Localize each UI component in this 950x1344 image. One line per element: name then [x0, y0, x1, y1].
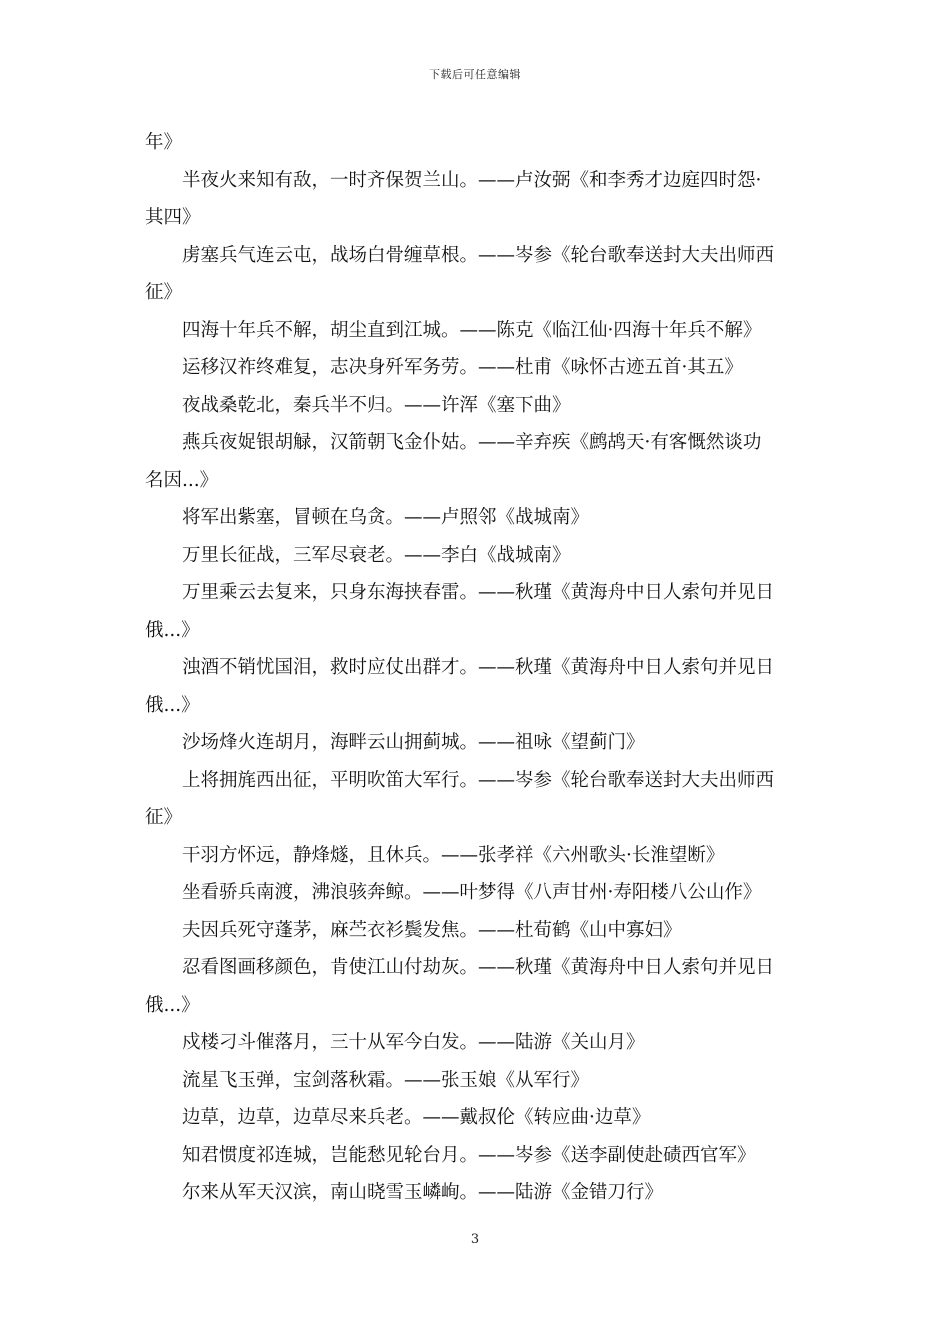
text-line: 万里乘云去复来，只身东海挟春雷。——秋瑾《黄海舟中日人索句并见日 [182, 582, 775, 603]
text-line: 半夜火来知有敌，一时齐保贺兰山。——卢汝弼《和李秀才边庭四时怨· [182, 169, 762, 191]
text-line: 万里长征战，三军尽衰老。——李白《战城南》 [182, 544, 571, 566]
page-number: 3 [470, 1232, 480, 1247]
text-line: 运移汉祚终难复，志决身歼军务劳。——杜甫《咏怀古迹五首·其五》 [182, 357, 743, 378]
text-line: 干羽方怀远，静烽燧，且休兵。——张孝祥《六州歌头·长淮望断》 [182, 844, 725, 866]
text-line: 坐看骄兵南渡，沸浪骇奔鲸。——叶梦得《八声甘州·寿阳楼八公山作》 [182, 882, 762, 903]
text-line: 忍看图画移颜色，肯使江山付劫灰。——秋瑾《黄海舟中日人索句并见日 [182, 957, 775, 978]
text-line: 年》 [145, 132, 183, 153]
text-line: 沙场烽火连胡月，海畔云山拥蓟城。——祖咏《望蓟门》 [182, 732, 645, 753]
document-body [145, 124, 815, 1212]
text-line: 俄...》 [145, 694, 200, 716]
text-line: 尔来从军天汉滨，南山晓雪玉嶙峋。——陆游《金错刀行》 [182, 1182, 664, 1203]
text-line: 征》 [145, 807, 183, 828]
text-line: 四海十年兵不解，胡尘直到江城。——陈克《临江仙·四海十年兵不解》 [182, 319, 762, 341]
text-line: 征》 [145, 282, 183, 303]
text-line: 知君惯度祁连城，岂能愁见轮台月。——岑参《送李副使赴碛西官军》 [182, 1144, 756, 1166]
text-line: 夜战桑乾北，秦兵半不归。——许浑《塞下曲》 [182, 394, 571, 416]
text-line: 虏塞兵气连云屯，战场白骨缠草根。——岑参《轮台歌奉送封大夫出师西 [182, 244, 775, 266]
text-line: 其四》 [145, 207, 201, 228]
page-header: 下载后可任意编辑 [429, 68, 521, 81]
text-line: 燕兵夜娖银胡觮，汉箭朝飞金仆姑。——辛弃疾《鹧鸪天·有客慨然谈功 [182, 432, 762, 453]
text-line: 夫因兵死守蓬茅，麻苎衣衫鬓发焦。——杜荀鹤《山中寡妇》 [182, 919, 682, 941]
text-line: 浊酒不销忧国泪，救时应仗出群才。——秋瑾《黄海舟中日人索句并见日 [182, 657, 775, 678]
text-line: 名因...》 [145, 469, 219, 491]
text-line: 戍楼刁斗催落月，三十从军今白发。——陆游《关山月》 [182, 1032, 645, 1053]
text-line: 将军出紫塞，冒顿在乌贪。——卢照邻《战城南》 [182, 507, 590, 528]
text-line: 俄...》 [145, 619, 200, 641]
text-line: 流星飞玉弹，宝剑落秋霜。——张玉娘《从军行》 [182, 1069, 590, 1091]
text-line: 边草，边草，边草尽来兵老。——戴叔伦《转应曲·边草》 [182, 1107, 651, 1128]
text-line: 上将拥旄西出征，平明吹笛大军行。——岑参《轮台歌奉送封大夫出师西 [182, 769, 775, 791]
text-line: 俄...》 [145, 994, 200, 1016]
